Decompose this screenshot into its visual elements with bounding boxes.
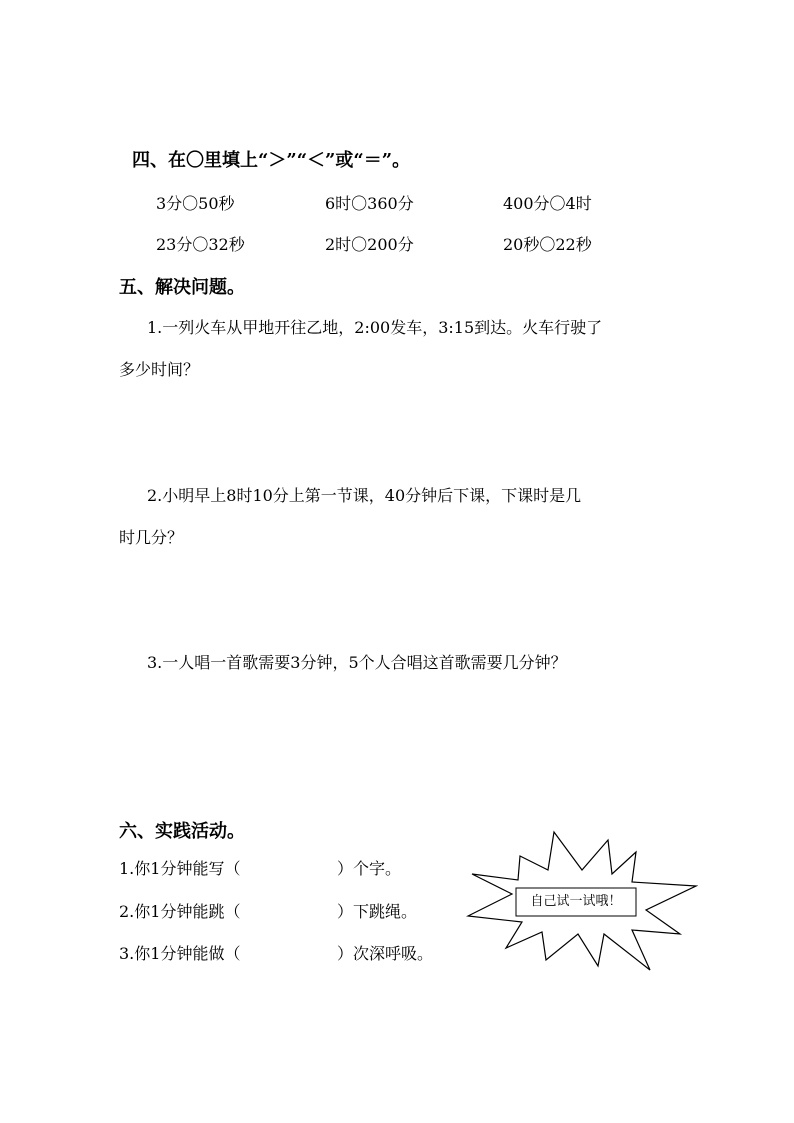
activity-item-2-suffix: ）下跳绳。 bbox=[337, 902, 418, 921]
question-1-line-2: 多少时间？ bbox=[119, 360, 200, 379]
burst-label: 自己试一试哦！ bbox=[530, 894, 622, 909]
activity-item-1-prefix: 1.你1分钟能写（ bbox=[119, 859, 241, 878]
section4-heading: 四、在〇里填上“＞”“＜”或“＝”。 bbox=[132, 150, 411, 171]
compare-item-5: 2时〇200分 bbox=[325, 235, 414, 254]
question-1-line-1: 1.一列火车从甲地开往乙地，2:00发车，3:15到达。火车行驶了 bbox=[147, 318, 603, 337]
question-2-line-2: 时几分？ bbox=[119, 528, 184, 547]
activity-item-1-suffix: ）个字。 bbox=[337, 859, 402, 878]
compare-item-6: 20秒〇22秒 bbox=[503, 235, 592, 254]
compare-item-1: 3分〇50秒 bbox=[156, 194, 235, 213]
section6-heading: 六、实践活动。 bbox=[119, 821, 245, 842]
compare-item-2: 6时〇360分 bbox=[325, 194, 414, 213]
compare-item-3: 400分〇4时 bbox=[503, 194, 592, 213]
activity-item-3-prefix: 3.你1分钟能做（ bbox=[119, 944, 241, 963]
question-3: 3.一人唱一首歌需要3分钟，5个人合唱这首歌需要几分钟？ bbox=[147, 653, 567, 672]
compare-item-4: 23分〇32秒 bbox=[156, 235, 245, 254]
starburst-callout bbox=[466, 830, 698, 975]
question-2-line-1: 2.小明早上8时10分上第一节课，40分钟后下课，下课时是几 bbox=[147, 486, 582, 505]
activity-item-3-suffix: ）次深呼吸。 bbox=[337, 944, 434, 963]
section5-heading: 五、解决问题。 bbox=[119, 277, 245, 298]
activity-item-2-prefix: 2.你1分钟能跳（ bbox=[119, 902, 241, 921]
